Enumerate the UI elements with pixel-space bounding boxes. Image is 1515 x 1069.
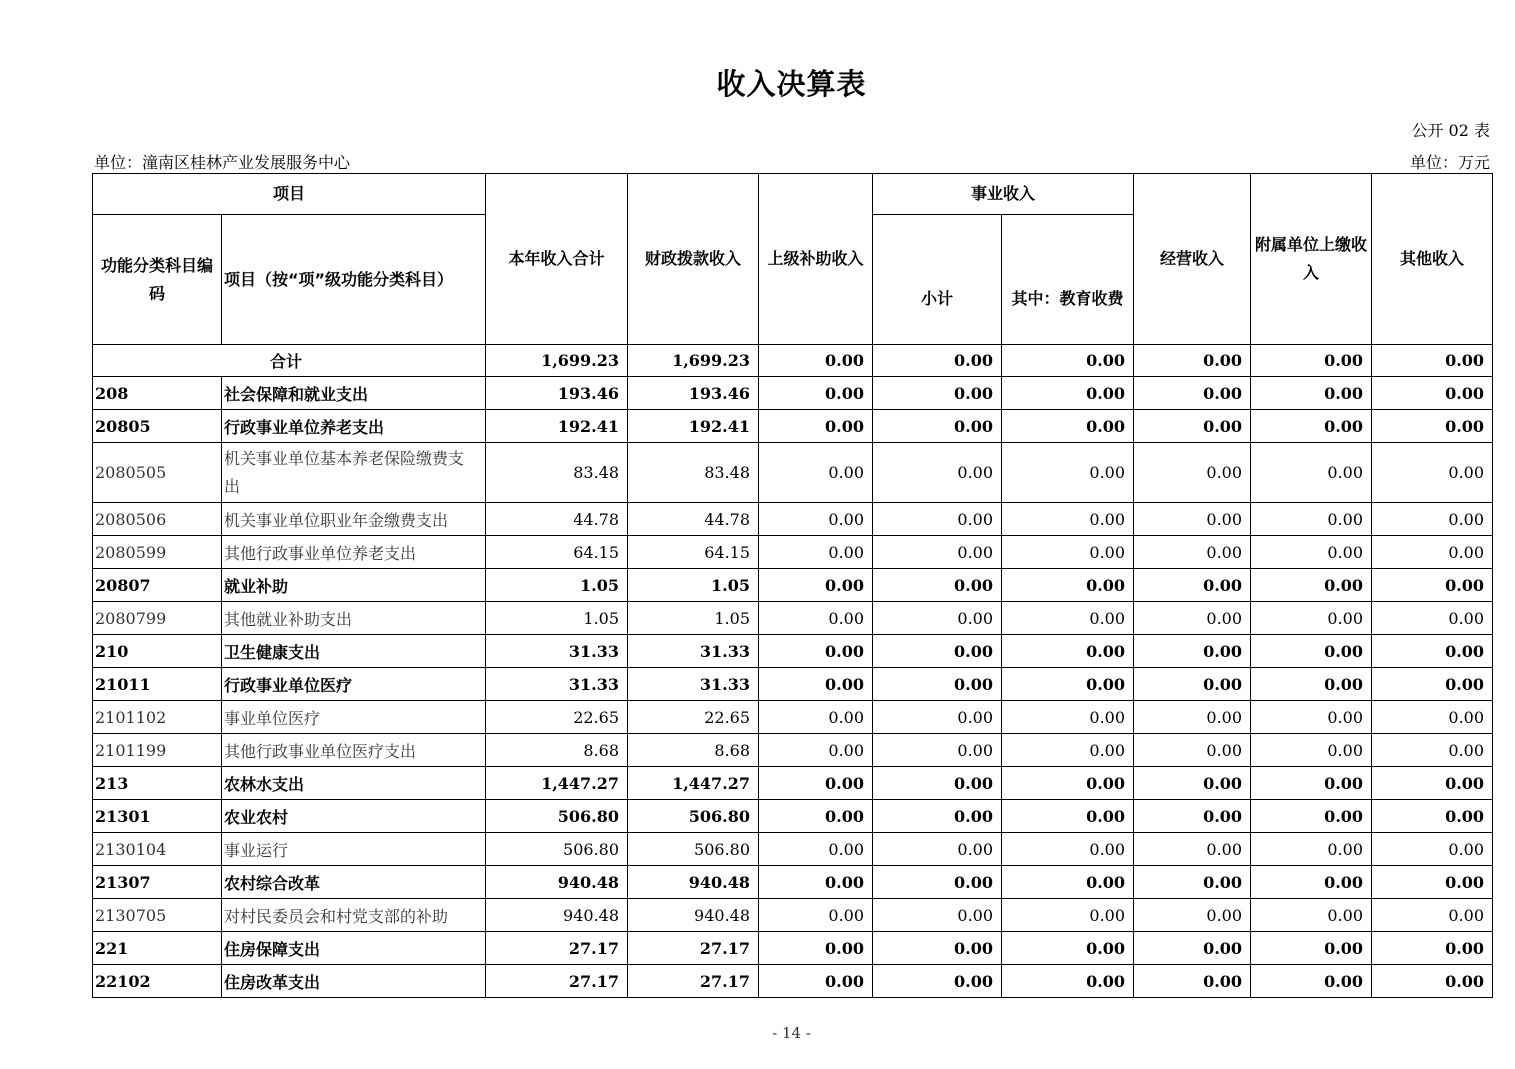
row-value: 0.00 — [1002, 536, 1134, 569]
row-name: 就业补助 — [222, 569, 486, 602]
page-title: 收入决算表 — [716, 67, 867, 101]
total-cell: 1,699.23 — [628, 345, 759, 377]
table-row — [93, 899, 1493, 932]
row-value: 0.00 — [759, 569, 873, 602]
row-value: 0.00 — [1002, 410, 1134, 443]
row-value: 0.00 — [1372, 932, 1493, 965]
row-value: 0.00 — [1372, 635, 1493, 668]
row-value: 940.48 — [486, 899, 628, 932]
row-value: 0.00 — [1134, 701, 1251, 734]
row-name: 农林水支出 — [222, 767, 486, 800]
row-value: 0.00 — [1251, 932, 1372, 965]
row-value: 44.78 — [486, 503, 628, 536]
row-name: 农业农村 — [222, 800, 486, 833]
row-value: 0.00 — [1002, 899, 1134, 932]
row-value: 22.65 — [486, 701, 628, 734]
row-value: 192.41 — [486, 410, 628, 443]
row-value: 0.00 — [873, 701, 1002, 734]
row-code: 22102 — [93, 965, 222, 998]
table-row — [93, 536, 1493, 569]
table-row — [93, 800, 1493, 833]
row-value: 0.00 — [873, 734, 1002, 767]
row-value: 0.00 — [1251, 701, 1372, 734]
header-business: 事业收入 — [873, 174, 1134, 215]
table-row — [93, 569, 1493, 602]
row-name: 行政事业单位医疗 — [222, 668, 486, 701]
row-value: 27.17 — [486, 932, 628, 965]
row-value: 0.00 — [1251, 965, 1372, 998]
row-value: 0.00 — [1002, 503, 1134, 536]
row-value: 0.00 — [873, 767, 1002, 800]
row-value: 0.00 — [1002, 635, 1134, 668]
table-row — [93, 602, 1493, 635]
row-value: 506.80 — [628, 833, 759, 866]
row-value: 0.00 — [1002, 701, 1134, 734]
row-value: 0.00 — [759, 668, 873, 701]
row-value: 0.00 — [759, 602, 873, 635]
row-name: 住房保障支出 — [222, 932, 486, 965]
row-value: 0.00 — [873, 410, 1002, 443]
row-value: 0.00 — [1002, 866, 1134, 899]
total-row — [93, 345, 1493, 377]
row-value: 64.15 — [486, 536, 628, 569]
row-name: 其他行政事业单位养老支出 — [222, 536, 486, 569]
row-value: 0.00 — [1372, 410, 1493, 443]
row-value: 0.00 — [873, 800, 1002, 833]
row-value: 0.00 — [1251, 503, 1372, 536]
row-code: 2130705 — [93, 899, 222, 932]
row-value: 0.00 — [1002, 569, 1134, 602]
row-value: 0.00 — [1002, 668, 1134, 701]
row-name: 卫生健康支出 — [222, 635, 486, 668]
table-row — [93, 503, 1493, 536]
row-value: 0.00 — [759, 443, 873, 503]
row-value: 0.00 — [759, 767, 873, 800]
row-value: 0.00 — [873, 443, 1002, 503]
row-value: 940.48 — [628, 899, 759, 932]
row-value: 0.00 — [1134, 734, 1251, 767]
row-value: 0.00 — [759, 503, 873, 536]
table-row — [93, 767, 1493, 800]
row-name: 其他就业补助支出 — [222, 602, 486, 635]
row-name: 农村综合改革 — [222, 866, 486, 899]
row-name: 事业运行 — [222, 833, 486, 866]
row-value: 0.00 — [1372, 668, 1493, 701]
row-name: 社会保障和就业支出 — [222, 377, 486, 410]
table-row — [93, 410, 1493, 443]
row-value: 0.00 — [1251, 668, 1372, 701]
row-value: 0.00 — [1372, 899, 1493, 932]
row-code: 210 — [93, 635, 222, 668]
row-value: 0.00 — [1251, 377, 1372, 410]
header-other: 其他收入 — [1372, 174, 1493, 345]
row-value: 83.48 — [628, 443, 759, 503]
row-value: 0.00 — [873, 932, 1002, 965]
row-value: 506.80 — [628, 800, 759, 833]
row-code: 208 — [93, 377, 222, 410]
table-row — [93, 377, 1493, 410]
row-value: 0.00 — [1372, 767, 1493, 800]
row-value: 0.00 — [873, 668, 1002, 701]
row-value: 0.00 — [759, 635, 873, 668]
row-value: 0.00 — [1134, 833, 1251, 866]
table-row — [93, 866, 1493, 899]
row-code: 221 — [93, 932, 222, 965]
row-value: 0.00 — [1372, 443, 1493, 503]
header-fiscal: 财政拨款收入 — [628, 174, 759, 345]
row-value: 31.33 — [486, 635, 628, 668]
row-value: 0.00 — [1251, 899, 1372, 932]
table-row — [93, 932, 1493, 965]
table-row — [93, 833, 1493, 866]
row-value: 0.00 — [759, 734, 873, 767]
row-value: 0.00 — [1134, 569, 1251, 602]
row-value: 0.00 — [1372, 965, 1493, 998]
total-cell: 0.00 — [759, 345, 873, 377]
row-name: 对村民委员会和村党支部的补助 — [222, 899, 486, 932]
row-value: 0.00 — [759, 410, 873, 443]
row-name: 机关事业单位基本养老保险缴费支出 — [222, 443, 486, 503]
row-name: 住房改革支出 — [222, 965, 486, 998]
row-value: 0.00 — [873, 503, 1002, 536]
header-subtotal: 小计 — [873, 215, 1002, 345]
header-total: 本年收入合计 — [486, 174, 628, 345]
row-value: 0.00 — [1372, 833, 1493, 866]
row-value: 0.00 — [1372, 569, 1493, 602]
row-value: 0.00 — [1134, 800, 1251, 833]
row-value: 1.05 — [628, 602, 759, 635]
row-value: 27.17 — [486, 965, 628, 998]
table-row — [93, 734, 1493, 767]
total-cell: 0.00 — [873, 345, 1002, 377]
row-value: 0.00 — [1372, 377, 1493, 410]
total-cell: 0.00 — [1134, 345, 1251, 377]
row-value: 940.48 — [628, 866, 759, 899]
row-value: 0.00 — [1251, 866, 1372, 899]
row-value: 0.00 — [873, 602, 1002, 635]
row-value: 0.00 — [759, 866, 873, 899]
row-code: 21307 — [93, 866, 222, 899]
total-cell: 0.00 — [1251, 345, 1372, 377]
row-value: 0.00 — [1134, 965, 1251, 998]
row-value: 0.00 — [1372, 734, 1493, 767]
row-name: 事业单位医疗 — [222, 701, 486, 734]
row-value: 0.00 — [1251, 833, 1372, 866]
row-value: 0.00 — [873, 866, 1002, 899]
row-code: 2130104 — [93, 833, 222, 866]
row-value: 0.00 — [1134, 668, 1251, 701]
row-value: 0.00 — [759, 932, 873, 965]
row-code: 2101102 — [93, 701, 222, 734]
row-code: 2080799 — [93, 602, 222, 635]
header-superior: 上级补助收入 — [759, 174, 873, 345]
row-value: 506.80 — [486, 800, 628, 833]
row-value: 193.46 — [628, 377, 759, 410]
row-code: 213 — [93, 767, 222, 800]
row-value: 0.00 — [1251, 635, 1372, 668]
row-value: 0.00 — [1372, 866, 1493, 899]
row-value: 0.00 — [1372, 602, 1493, 635]
table-row — [93, 668, 1493, 701]
row-value: 0.00 — [1134, 602, 1251, 635]
row-value: 8.68 — [628, 734, 759, 767]
row-value: 0.00 — [1002, 734, 1134, 767]
row-value: 0.00 — [1134, 635, 1251, 668]
row-value: 1.05 — [628, 569, 759, 602]
row-value: 193.46 — [486, 377, 628, 410]
row-value: 0.00 — [1134, 767, 1251, 800]
row-value: 0.00 — [873, 635, 1002, 668]
row-code: 2080506 — [93, 503, 222, 536]
row-value: 506.80 — [486, 833, 628, 866]
form-number: 公开 02 表 — [1411, 121, 1490, 140]
income-table — [92, 173, 1493, 998]
row-value: 8.68 — [486, 734, 628, 767]
unit-label: 单位：潼南区桂林产业发展服务中心 — [94, 153, 351, 172]
row-value: 0.00 — [1134, 503, 1251, 536]
row-value: 0.00 — [1372, 503, 1493, 536]
row-code: 2080505 — [93, 443, 222, 503]
row-name: 其他行政事业单位医疗支出 — [222, 734, 486, 767]
row-value: 31.33 — [486, 668, 628, 701]
table-row — [93, 443, 1493, 503]
row-value: 27.17 — [628, 965, 759, 998]
row-value: 0.00 — [1251, 536, 1372, 569]
row-value: 0.00 — [759, 800, 873, 833]
total-cell: 1,699.23 — [486, 345, 628, 377]
row-value: 64.15 — [628, 536, 759, 569]
header-education: 其中：教育收费 — [1002, 215, 1134, 345]
row-value: 1,447.27 — [628, 767, 759, 800]
row-value: 0.00 — [1002, 800, 1134, 833]
row-value: 0.00 — [1251, 767, 1372, 800]
header-affiliated: 附属单位上缴收入 — [1251, 174, 1372, 345]
row-code: 2080599 — [93, 536, 222, 569]
table-row — [93, 635, 1493, 668]
row-value: 31.33 — [628, 635, 759, 668]
row-code: 20805 — [93, 410, 222, 443]
row-value: 0.00 — [759, 965, 873, 998]
row-code: 20807 — [93, 569, 222, 602]
table-row — [93, 965, 1493, 998]
row-value: 0.00 — [1372, 536, 1493, 569]
row-value: 31.33 — [628, 668, 759, 701]
total-cell: 0.00 — [1002, 345, 1134, 377]
row-value: 0.00 — [1251, 569, 1372, 602]
row-value: 0.00 — [1251, 734, 1372, 767]
row-value: 0.00 — [1002, 443, 1134, 503]
row-value: 0.00 — [1134, 899, 1251, 932]
row-value: 0.00 — [1134, 932, 1251, 965]
row-value: 0.00 — [759, 833, 873, 866]
row-value: 0.00 — [1134, 866, 1251, 899]
row-value: 0.00 — [1002, 602, 1134, 635]
row-value: 0.00 — [873, 377, 1002, 410]
row-value: 0.00 — [1251, 602, 1372, 635]
row-value: 0.00 — [1251, 410, 1372, 443]
row-value: 0.00 — [1372, 800, 1493, 833]
row-value: 0.00 — [1002, 833, 1134, 866]
row-code: 21301 — [93, 800, 222, 833]
row-value: 0.00 — [1002, 932, 1134, 965]
row-value: 22.65 — [628, 701, 759, 734]
header-code: 功能分类科目编码 — [93, 215, 222, 345]
row-value: 0.00 — [759, 899, 873, 932]
header-name: 项目（按“项”级功能分类科目） — [222, 215, 486, 345]
row-value: 0.00 — [759, 701, 873, 734]
total-label: 合计 — [93, 345, 486, 377]
row-value: 0.00 — [759, 536, 873, 569]
row-value: 192.41 — [628, 410, 759, 443]
row-value: 0.00 — [1134, 443, 1251, 503]
row-value: 1.05 — [486, 602, 628, 635]
row-value: 0.00 — [1372, 701, 1493, 734]
row-value: 0.00 — [1251, 800, 1372, 833]
row-name: 行政事业单位养老支出 — [222, 410, 486, 443]
row-value: 0.00 — [873, 899, 1002, 932]
row-value: 940.48 — [486, 866, 628, 899]
row-value: 1.05 — [486, 569, 628, 602]
row-value: 0.00 — [873, 833, 1002, 866]
total-cell: 0.00 — [1372, 345, 1493, 377]
page-number: - 14 - — [772, 1024, 811, 1042]
row-value: 0.00 — [1002, 377, 1134, 410]
row-code: 21011 — [93, 668, 222, 701]
row-value: 27.17 — [628, 932, 759, 965]
row-value: 0.00 — [1134, 410, 1251, 443]
row-value: 0.00 — [873, 569, 1002, 602]
header-project: 项目 — [93, 174, 486, 215]
row-value: 0.00 — [1134, 536, 1251, 569]
row-value: 0.00 — [1002, 965, 1134, 998]
row-value: 44.78 — [628, 503, 759, 536]
row-value: 0.00 — [1251, 443, 1372, 503]
row-value: 0.00 — [1002, 767, 1134, 800]
row-value: 0.00 — [873, 536, 1002, 569]
row-value: 0.00 — [1134, 377, 1251, 410]
row-value: 0.00 — [759, 377, 873, 410]
row-value: 1,447.27 — [486, 767, 628, 800]
row-value: 0.00 — [873, 965, 1002, 998]
table-row — [93, 701, 1493, 734]
currency-label: 单位：万元 — [1409, 153, 1490, 172]
row-value: 83.48 — [486, 443, 628, 503]
row-name: 机关事业单位职业年金缴费支出 — [222, 503, 486, 536]
header-operating: 经营收入 — [1134, 174, 1251, 345]
row-code: 2101199 — [93, 734, 222, 767]
